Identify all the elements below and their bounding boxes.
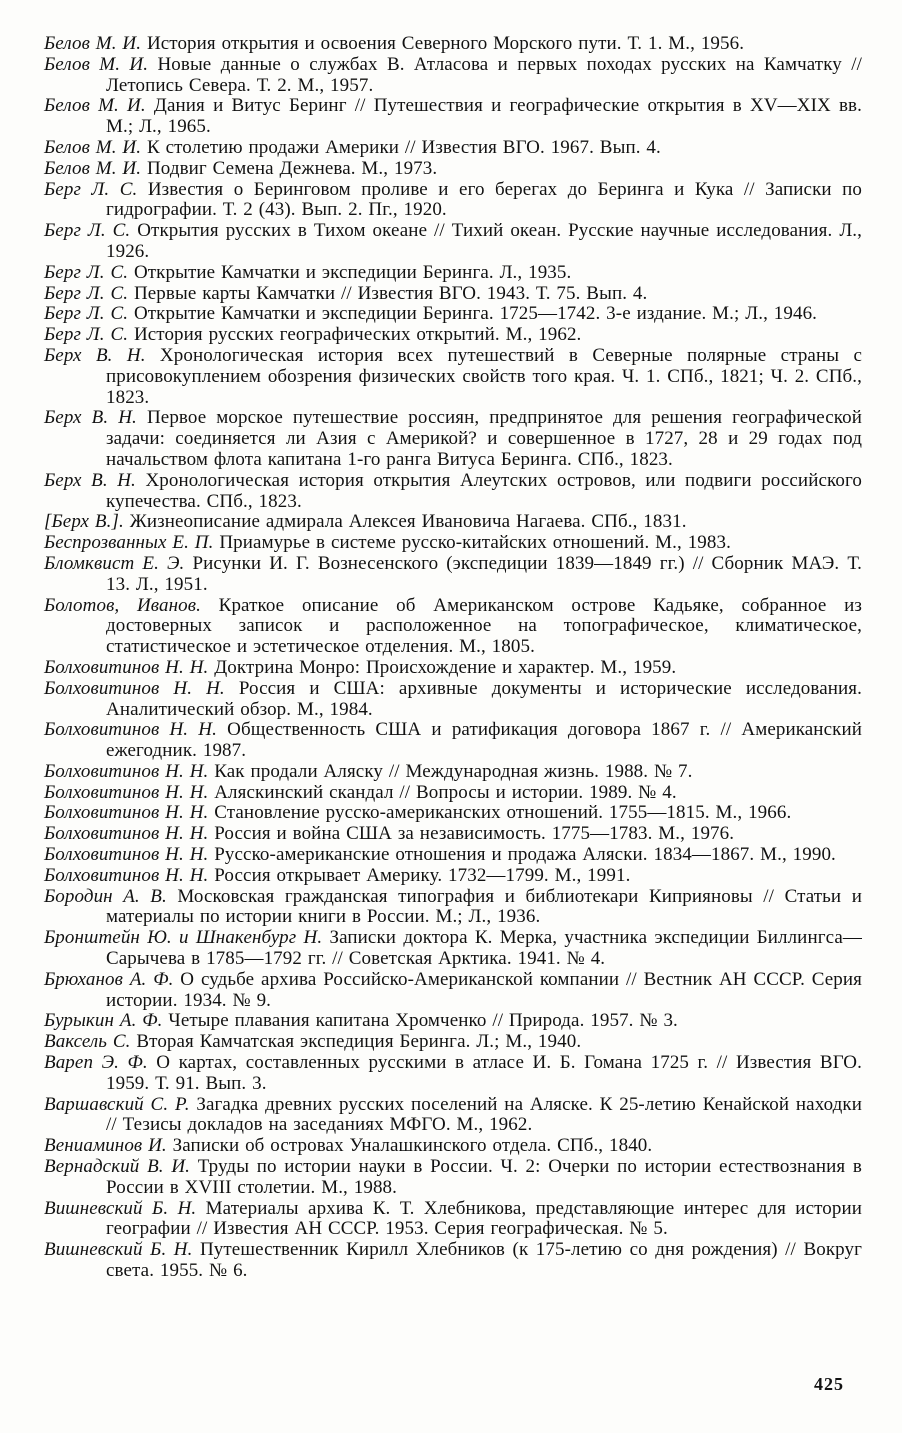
bib-entry [44, 866, 862, 887]
entry-author: Вениаминов И. [44, 1135, 167, 1157]
entry-text: Материалы архива К. Т. Хлебникова, представляющие интерес для истории географии // Известия АН СССР. 1953. Серия географическая. № 5. [106, 1197, 862, 1240]
bib-entry [44, 1011, 862, 1032]
entry-author: Берг Л. С. [44, 282, 129, 304]
entry-author: Берг Л. С. [44, 261, 129, 283]
entry-author: Белов М. И. [44, 53, 149, 75]
entry-text: Хронологическая история открытия Алеутских островов, или подвиги российского купечества. СПб., 1823. [106, 469, 862, 512]
entry-author: Болховитинов Н. Н. [44, 719, 217, 741]
entry-author: Берг Л. С. [44, 178, 138, 200]
entry-text: Дания и Витус Беринг // Путешествия и географические открытия в XV—XIX вв. М.; Л., 1965. [106, 95, 862, 138]
bib-entry [44, 1240, 862, 1282]
entry-author: Бурыкин А. Ф. [44, 1010, 163, 1032]
entry-author: Болховитинов Н. Н. [44, 864, 209, 886]
entry-text: Записки об островах Уналашкинского отдела. СПб., 1840. [172, 1135, 653, 1157]
entry-author: Вернадский В. И. [44, 1156, 190, 1178]
bib-entry [44, 471, 862, 513]
entry-text: Общественность США и ратификация договора 1867 г. // Американский ежегодник. 1987. [106, 719, 862, 762]
bib-entry [44, 679, 862, 721]
entry-text: Русско-американские отношения и продажа Аляски. 1834—1867. М., 1990. [214, 844, 836, 866]
entry-text: К столетию продажи Америки // Известия ВГО. 1967. Вып. 4. [146, 136, 661, 158]
bib-entry [44, 1053, 862, 1095]
entry-text: О судьбе архива Российско-Американской компании // Вестник АН СССР. Серия истории. 1934. № 9. [106, 968, 862, 1011]
entry-author: Белов М. И. [44, 33, 142, 54]
entry-author: Белов М. И. [44, 136, 142, 158]
bib-entry [44, 928, 862, 970]
entry-text: Записки доктора К. Мерка, участника экспедиции Биллингса—Сарычева в 1785—1792 гг. // Советская Арктика. 1941. № 4. [106, 927, 862, 970]
entry-text: Открытие Камчатки и экспедиции Беринга. Л., 1935. [133, 261, 572, 283]
entry-text: Путешественник Кирилл Хлебников (к 175-летию со дня рождения) // Вокруг света. 1955. № 6. [106, 1239, 862, 1282]
entry-author: Берх В. Н. [44, 344, 146, 366]
entry-text: Открытие Камчатки и экспедиции Беринга. 1725—1742. 3-е издание. М.; Л., 1946. [133, 303, 818, 325]
entry-text: История русских географических открытий. М., 1962. [133, 324, 582, 346]
entry-author: Вишневский Б. Н. [44, 1197, 197, 1219]
entry-text: Как продали Аляску // Международная жизнь. 1988. № 7. [214, 760, 693, 782]
entry-author: Вареп Э. Ф. [44, 1052, 148, 1074]
bib-entry [44, 512, 862, 533]
bib-entry [44, 408, 862, 470]
page-number: 425 [814, 1374, 844, 1394]
entry-author: Вишневский Б. Н. [44, 1239, 193, 1261]
entry-author: Болховитинов Н. Н. [44, 656, 209, 678]
bib-entry [44, 970, 862, 1012]
bib-entry [44, 783, 862, 804]
bib-entry [44, 346, 862, 408]
entry-text: Открытия русских в Тихом океане // Тихий океан. Русские научные исследования. Л., 1926. [106, 220, 863, 262]
bib-entry [44, 1136, 862, 1157]
entry-author: Берг Л. С. [44, 303, 129, 325]
bib-entry [44, 138, 862, 159]
entry-text: Приамурье в системе русско-китайских отношений. М., 1983. [219, 532, 731, 554]
bib-entry [44, 325, 862, 346]
entry-text: История открытия и освоения Северного Морского пути. Т. 1. М., 1956. [146, 33, 745, 54]
entry-author: [Берх В.]. [44, 511, 124, 533]
entry-author: Болховитинов Н. Н. [44, 760, 209, 782]
bib-entry [44, 803, 862, 824]
bib-entry [44, 720, 862, 762]
entry-text: Россия и США: архивные документы и исторические исследования. Аналитический обзор. М., 1984. [106, 677, 862, 720]
entry-text: Первые карты Камчатки // Известия ВГО. 1943. Т. 75. Вып. 4. [133, 282, 648, 304]
entry-author: Беспрозванных Е. П. [44, 532, 214, 554]
entry-author: Бородин А. В. [44, 885, 167, 907]
entry-author: Берг Л. С. [44, 220, 131, 242]
bib-entry [44, 304, 862, 325]
entry-author: Болховитинов Н. Н. [44, 823, 209, 845]
entry-text: Труды по истории науки в России. Ч. 2: Очерки по истории естествознания в России в XVIII столетии. М., 1988. [106, 1156, 862, 1198]
entry-author: Бломквист Е. Э. [44, 552, 185, 574]
entry-text: Четыре плавания капитана Хромченко // Природа. 1957. № 3. [168, 1010, 678, 1032]
entry-author: Болховитинов Н. Н. [44, 844, 209, 866]
bib-entry [44, 263, 862, 284]
bib-entry [44, 824, 862, 845]
bib-entry [44, 159, 862, 180]
entry-text: Московская гражданская типография и библиотекари Киприяновы // Статьи и материалы по истории книги в России. М.; Л., 1936. [106, 885, 862, 928]
bib-entry [44, 1157, 862, 1199]
entry-text: Подвиг Семена Дежнева. М., 1973. [146, 157, 438, 179]
bib-entry [44, 55, 862, 97]
bib-entry [44, 1199, 862, 1241]
entry-author: Бронштейн Ю. и Шнакенбург Н. [44, 927, 323, 949]
entry-author: Болотов, Иванов. [44, 594, 201, 616]
bib-entry [44, 845, 862, 866]
entry-text: Жизнеописание адмирала Алексея Ивановича Нагаева. СПб., 1831. [129, 511, 687, 533]
bib-entry [44, 180, 862, 222]
entry-text: Россия и война США за независимость. 1775—1783. М., 1976. [214, 823, 735, 845]
entry-text: Краткое описание об Американском острове Кадьяке, собранное из достоверных записок и расположенное на топографическое, климатическое, статистическое и эстетическое отделения. М., 1805. [106, 594, 862, 658]
entry-author: Берг Л. С. [44, 324, 129, 346]
entry-author: Болховитинов Н. Н. [44, 677, 225, 699]
entry-author: Болховитинов Н. Н. [44, 802, 209, 824]
entry-text: Новые данные о службах В. Атласова и первых походах русских на Камчатку // Летопись Севера. Т. 2. М., 1957. [106, 53, 862, 96]
entry-author: Берх В. Н. [44, 469, 136, 491]
bib-entry [44, 596, 862, 658]
entry-author: Ваксель С. [44, 1031, 131, 1053]
entry-text: Вторая Камчатская экспедиция Беринга. Л.; М., 1940. [136, 1031, 582, 1053]
entry-author: Берх В. Н. [44, 407, 137, 429]
entry-text: Россия открывает Америку. 1732—1799. М., 1991. [214, 864, 631, 886]
bibliography-list [44, 34, 862, 1282]
bib-entry [44, 96, 862, 138]
entry-text: Аляскинский скандал // Вопросы и истории. 1989. № 4. [214, 781, 677, 803]
bib-entry [44, 1095, 862, 1137]
bib-entry [44, 284, 862, 305]
bib-entry [44, 221, 862, 263]
entry-author: Варшавский С. Р. [44, 1093, 190, 1115]
bib-entry [44, 533, 862, 554]
bib-entry [44, 887, 862, 929]
entry-text: Доктрина Монро: Происхождение и характер. М., 1959. [214, 656, 677, 678]
bib-entry [44, 1032, 862, 1053]
entry-text: Загадка древних русских поселений на Аляске. К 25-летию Кенайской находки // Тезисы докладов на заседаниях МФГО. М., 1962. [106, 1093, 862, 1136]
entry-text: Хронологическая история всех путешествий в Северные полярные страны с присовокуплением обозрения физических свойств того края. Ч. 1. СПб., 1821; Ч. 2. СПб., 1823. [106, 344, 862, 408]
bib-entry [44, 554, 862, 596]
entry-author: Белов М. И. [44, 95, 146, 117]
entry-author: Белов М. И. [44, 157, 142, 179]
bib-entry [44, 658, 862, 679]
bib-entry [44, 34, 862, 55]
bib-entry [44, 762, 862, 783]
entry-author: Болховитинов Н. Н. [44, 781, 209, 803]
entry-text: О картах, составленных русскими в атласе И. Б. Гомана 1725 г. // Известия ВГО. 1959. Т. 91. Вып. 3. [106, 1052, 862, 1094]
entry-text: Известия о Беринговом проливе и его берегах до Беринга и Кука // Записки по гидрографии. Т. 2 (43). Вып. 2. Пг., 1920. [106, 178, 863, 221]
entry-text: Первое морское путешествие россиян, предпринятое для решения географической задачи: соединяется ли Азия с Америкой? и совершенное в 1727, 28 и 29 годах под начальством флота капитана 1-го ранга Витуса Беринга. СПб., 1823. [106, 407, 862, 470]
entry-text: Становление русско-американских отношений. 1755—1815. М., 1966. [214, 802, 792, 824]
entry-text: Рисунки И. Г. Вознесенского (экспедиции 1839—1849 гг.) // Сборник МАЭ. Т. 13. Л., 1951. [106, 552, 862, 595]
entry-author: Брюханов А. Ф. [44, 968, 174, 990]
